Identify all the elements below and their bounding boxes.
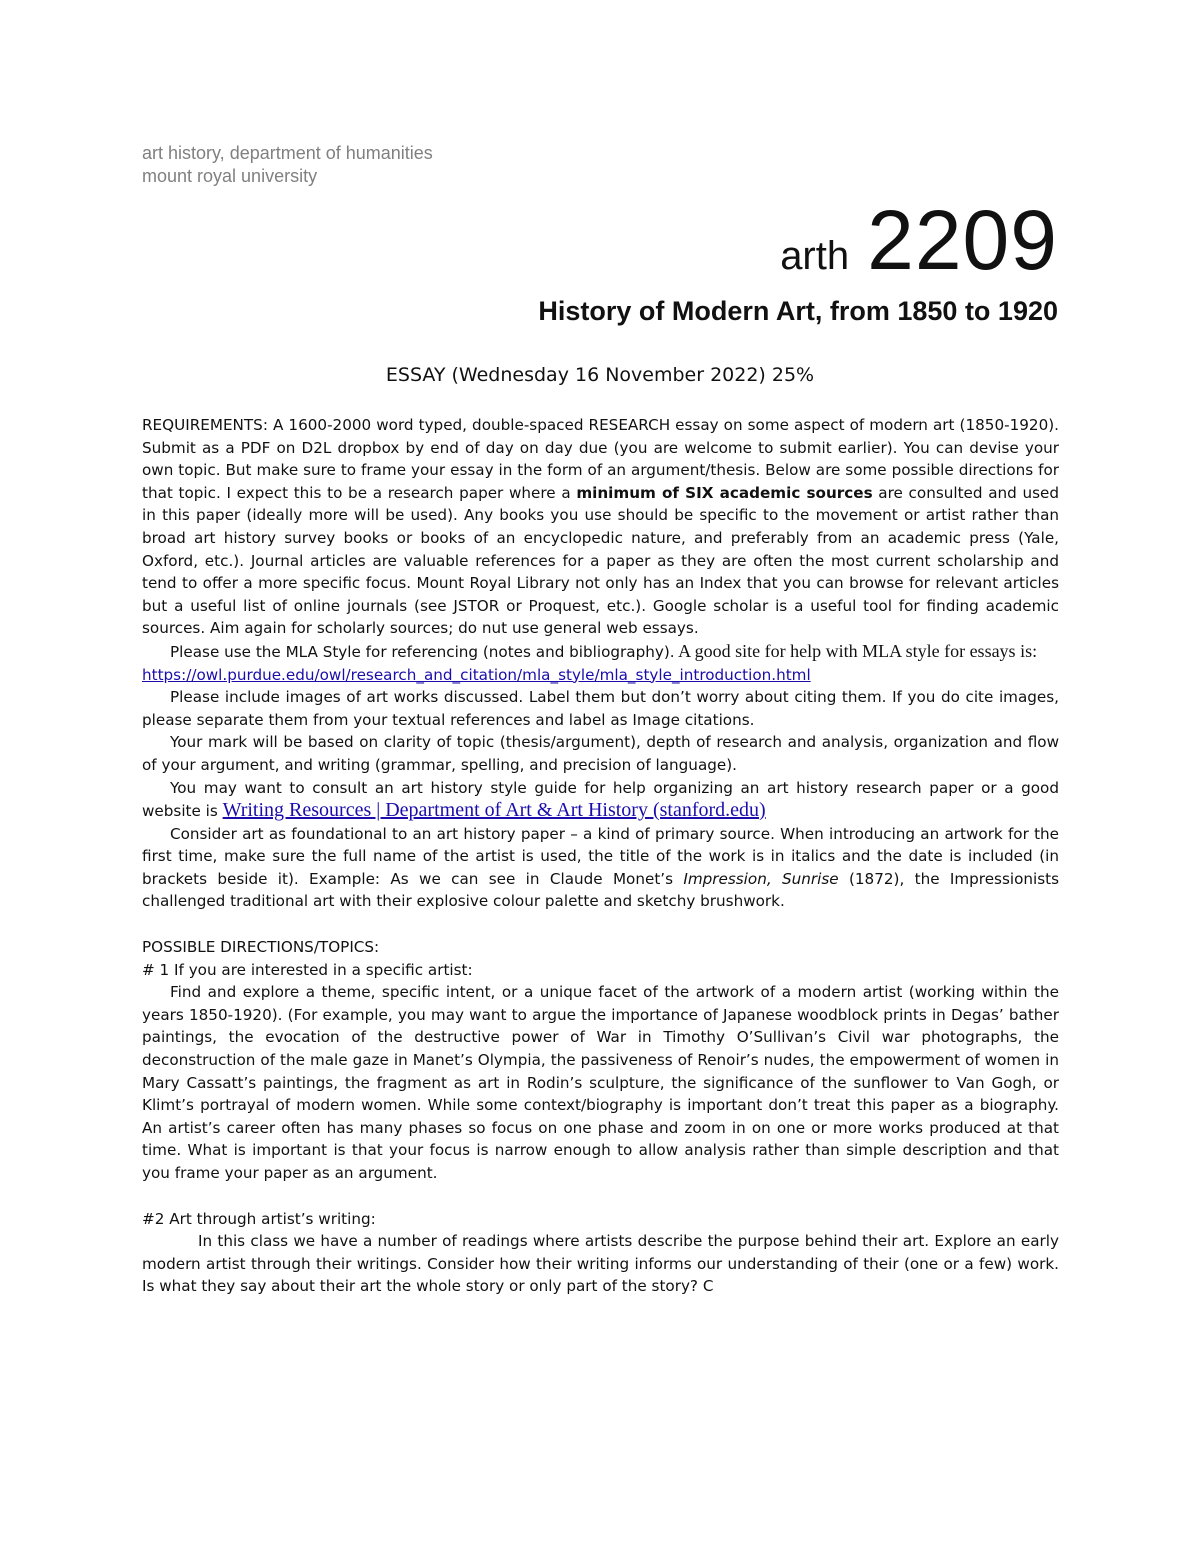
- course-title: History of Modern Art, from 1850 to 1920: [538, 296, 1058, 326]
- document-body: [142, 414, 1059, 1298]
- style-guide-paragraph: [142, 777, 1059, 823]
- requirements-paragraph: [142, 414, 1059, 640]
- requirements-text: REQUIREMENTS: A 1600-2000 word typed, double-spaced RESEARCH essay on some aspect of modern art (1850-1920). Submit as a PDF on D2L dropbox by end of day on day due (you are welcome to submit earlier). You can devise your own topic. But make sure to frame your essay in the form of an argument/thesis. Below are some possible directions for that topic. I expect this to be a research paper where a: [142, 416, 1059, 502]
- spacer: [142, 1185, 1059, 1208]
- artwork-title: Impression, Sunrise: [683, 869, 839, 888]
- spacer: [142, 913, 1059, 936]
- mla-link-line: [142, 664, 1059, 687]
- department-header: [142, 142, 433, 188]
- topic-1-body: Find and explore a theme, specific intent, or a unique facet of the artwork of a modern artist (working within the years 1850-1920). (For example, you may want to argue the importance of Japanese woodblock prints in Degas’ bather paintings, the evocation of the destructive power of War in Timothy O’Sullivan’s Civil war photographs, the deconstruction of the male gaze in Manet’s Olympia, the passiveness of Renoir’s nudes, the empowerment of women in Mary Cassatt’s paintings, the fragment as art in Rodin’s sculpture, the significance of the sunflower to Van Gogh, or Klimt’s portrayal of modern women. While some context/biography is important don’t treat this paper as a biography. An artist’s career often has many phases so focus on one phase and zoom in on one or more works produced at that time. What is important is that your focus is narrow enough to allow analysis rather than simple description and that you frame your paper as an argument.: [142, 983, 1059, 1182]
- mla-paragraph: [142, 640, 1059, 664]
- marking-paragraph: Your mark will be based on clarity of topic (thesis/argument), depth of research and analysis, organization and flow of your argument, and writing (grammar, spelling, and precision of language).: [142, 733, 1059, 774]
- mla-text: Please use the MLA Style for referencing (notes and bibliography).: [170, 642, 675, 661]
- requirements-text-continued: are consulted and used in this paper (ideally more will be used). Any books you use should be specific to the movement or artist rather than broad art history survey books or books of an encyclopedic nature, and preferably from an academic press (Yale, Oxford, etc.). Journal articles are valuable references for a paper as they are often the most current scholarship and tend to offer a more specific focus. Mount Royal Library not only has an Index that you can browse for relevant articles but a useful list of online journals (see JSTOR or Proquest, etc.). Google scholar is a useful tool for finding academic sources. Aim again for scholarly sources; do nut use general web essays.: [142, 483, 1059, 638]
- topics-heading: POSSIBLE DIRECTIONS/TOPICS:: [142, 938, 380, 957]
- course-prefix: arth: [780, 234, 850, 278]
- essay-heading: ESSAY (Wednesday 16 November 2022) 25%: [385, 364, 815, 386]
- stanford-link[interactable]: Writing Resources | Department of Art & Art History (stanford.edu): [222, 799, 766, 822]
- topic-1-heading: # 1 If you are interested in a specific artist:: [142, 960, 473, 979]
- university-line: mount royal university: [142, 166, 318, 186]
- topic-2-heading: #2 Art through artist’s writing:: [142, 1209, 376, 1228]
- course-code: [780, 192, 1058, 289]
- images-paragraph: Please include images of art works discussed. Label them but don’t worry about citing them. If you do cite images, please separate them from your textual references and label as Image citations.: [142, 688, 1059, 729]
- mla-text-serif: A good site for help with MLA style for essays is:: [674, 640, 1038, 661]
- primary-source-paragraph: [142, 823, 1059, 913]
- mla-link[interactable]: https://owl.purdue.edu/owl/research_and_citation/mla_style/mla_style_introduction.html: [142, 665, 811, 684]
- primary-source-text-continued: (1872), the Impressionists challenged traditional art with their explosive colour palette and sketchy brushwork.: [142, 869, 1060, 911]
- primary-source-text: Consider art as foundational to an art history paper – a kind of primary source. When introducing an artwork for the first time, make sure the full name of the artist is used, the title of the work is in italics and the date is included (in brackets beside it). Example: As we can see in Claude Monet’s: [142, 824, 1059, 888]
- requirements-bold: minimum of SIX academic sources: [576, 483, 873, 502]
- department-line: art history, department of humanities: [142, 143, 433, 163]
- style-guide-text: You may want to consult an art history style guide for help organizing an art history research paper or a good website is: [142, 778, 1059, 821]
- topic-2-body: In this class we have a number of readings where artists describe the purpose behind their art. Explore an early modern artist through their writings. Consider how their writing informs our understanding of their (one or a few) work. Is what they say about their art the whole story or only part of the story? C: [142, 1232, 1059, 1296]
- course-number: 2209: [867, 193, 1058, 287]
